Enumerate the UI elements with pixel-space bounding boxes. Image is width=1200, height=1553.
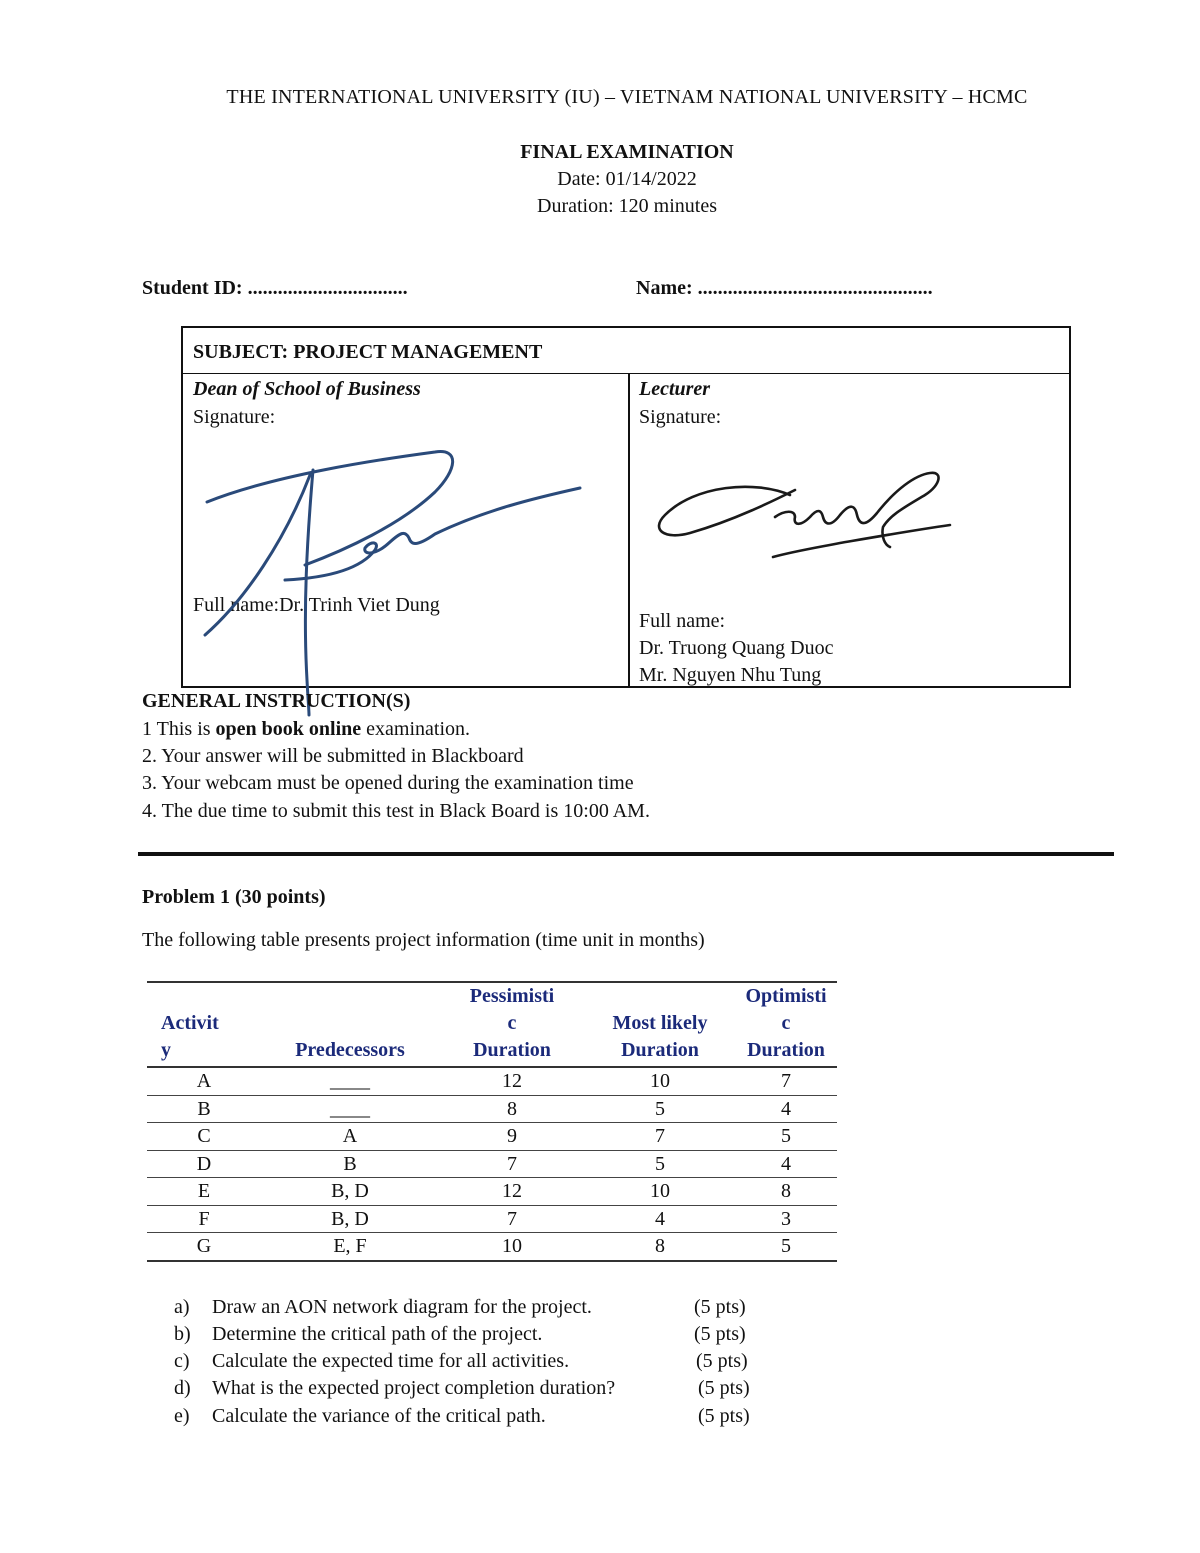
dean-title: Dean of School of Business xyxy=(193,378,421,400)
header-predecessors xyxy=(261,982,439,1067)
table-row xyxy=(147,1178,837,1206)
question-e-letter: e) xyxy=(174,1405,190,1427)
question-b xyxy=(174,1323,542,1346)
cell-most-likely: 7 xyxy=(585,1123,735,1151)
dean-signature-label: Signature: xyxy=(193,406,276,428)
instruction-2: 2. Your answer will be submitted in Blackboard xyxy=(142,745,524,767)
table-row xyxy=(147,1205,837,1233)
lecturer-full-name-label: Full name: xyxy=(639,610,726,632)
question-d xyxy=(174,1377,615,1400)
question-b-letter: b) xyxy=(174,1323,191,1345)
cell-pessimistic: 7 xyxy=(439,1205,585,1233)
table-row xyxy=(147,1095,837,1123)
question-c-letter: c) xyxy=(174,1350,190,1372)
cell-optimistic: 3 xyxy=(735,1205,837,1233)
student-name-field: Name: ............................................... xyxy=(636,277,933,299)
cell-most-likely: 8 xyxy=(585,1233,735,1261)
question-d-letter: d) xyxy=(174,1377,191,1399)
header-optimistic xyxy=(735,982,837,1067)
exam-date: Date: 01/14/2022 xyxy=(557,168,697,190)
cell-pessimistic: 12 xyxy=(439,1178,585,1206)
header-activity-line1: Activit xyxy=(161,1012,219,1034)
question-b-points: (5 pts) xyxy=(694,1323,746,1345)
cell-most-likely: 10 xyxy=(585,1067,735,1095)
lecturer-name-1: Dr. Truong Quang Duoc xyxy=(639,637,834,659)
header-activity-line2: y xyxy=(161,1039,171,1061)
cell-activity: D xyxy=(147,1150,261,1178)
cell-activity: F xyxy=(147,1205,261,1233)
cell-optimistic: 5 xyxy=(735,1233,837,1261)
question-a-points: (5 pts) xyxy=(694,1296,746,1318)
exam-duration: Duration: 120 minutes xyxy=(537,195,717,217)
lecturer-signature-label: Signature: xyxy=(639,406,722,428)
instruction-1-bold: open book online xyxy=(215,718,362,740)
question-b-text: Determine the critical path of the project. xyxy=(212,1323,543,1345)
question-c-points: (5 pts) xyxy=(696,1350,748,1372)
cell-predecessors: B xyxy=(261,1150,439,1178)
question-e xyxy=(174,1405,546,1428)
cell-most-likely: 5 xyxy=(585,1150,735,1178)
cell-optimistic: 7 xyxy=(735,1067,837,1095)
cell-predecessors: ____ xyxy=(261,1095,439,1123)
cell-optimistic: 5 xyxy=(735,1123,837,1151)
cell-optimistic: 8 xyxy=(735,1178,837,1206)
lecturer-signature xyxy=(645,455,965,575)
header-activity xyxy=(147,982,261,1067)
header-opt-line1: Optimisti xyxy=(745,985,827,1007)
problem-1-intro: The following table presents project information (time unit in months) xyxy=(142,929,705,951)
dean-signature xyxy=(195,430,595,720)
cell-most-likely: 5 xyxy=(585,1095,735,1123)
header-most-likely xyxy=(585,982,735,1067)
section-divider xyxy=(138,852,1114,856)
cell-optimistic: 4 xyxy=(735,1150,837,1178)
exam-title: FINAL EXAMINATION xyxy=(520,141,734,163)
header-pess-line2: c xyxy=(507,1012,517,1034)
cell-activity: E xyxy=(147,1178,261,1206)
cell-activity: B xyxy=(147,1095,261,1123)
cell-predecessors: B, D xyxy=(261,1178,439,1206)
question-e-points: (5 pts) xyxy=(698,1405,750,1427)
lecturer-name-2: Mr. Nguyen Nhu Tung xyxy=(639,664,822,686)
question-a xyxy=(174,1296,592,1319)
subject-header xyxy=(183,328,1069,374)
question-d-points: (5 pts) xyxy=(698,1377,750,1399)
instruction-1 xyxy=(142,718,470,741)
cell-most-likely: 4 xyxy=(585,1205,735,1233)
header-most-line2: Duration xyxy=(621,1039,699,1061)
table-row xyxy=(147,1067,837,1095)
column-divider xyxy=(628,374,630,688)
cell-pessimistic: 9 xyxy=(439,1123,585,1151)
cell-optimistic: 4 xyxy=(735,1095,837,1123)
cell-pessimistic: 7 xyxy=(439,1150,585,1178)
question-a-letter: a) xyxy=(174,1296,190,1318)
header-predecessors-text: Predecessors xyxy=(295,1039,405,1061)
instruction-4: 4. The due time to submit this test in Black Board is 10:00 AM. xyxy=(142,800,650,822)
cell-activity: G xyxy=(147,1233,261,1261)
header-most-line1: Most likely xyxy=(612,1012,708,1034)
cell-predecessors: A xyxy=(261,1123,439,1151)
cell-pessimistic: 10 xyxy=(439,1233,585,1261)
instruction-1-prefix: 1 This is xyxy=(142,718,216,740)
table-header-row xyxy=(147,982,837,1067)
question-e-text: Calculate the variance of the critical path. xyxy=(212,1405,546,1427)
subject-title: SUBJECT: PROJECT MANAGEMENT xyxy=(193,341,543,363)
cell-most-likely: 10 xyxy=(585,1178,735,1206)
table-row xyxy=(147,1233,837,1261)
cell-activity: C xyxy=(147,1123,261,1151)
header-pessimistic xyxy=(439,982,585,1067)
question-c xyxy=(174,1350,569,1373)
header-pess-line1: Pessimisti xyxy=(469,985,555,1007)
header-opt-line2: c xyxy=(781,1012,791,1034)
cell-predecessors: E, F xyxy=(261,1233,439,1261)
dean-full-name: Full name:Dr. Trinh Viet Dung xyxy=(193,594,440,616)
question-a-text: Draw an AON network diagram for the project. xyxy=(212,1296,592,1318)
instruction-3: 3. Your webcam must be opened during the examination time xyxy=(142,772,634,794)
instructions-title: GENERAL INSTRUCTION(S) xyxy=(142,690,411,712)
cell-pessimistic: 12 xyxy=(439,1067,585,1095)
activity-table xyxy=(147,981,837,1262)
cell-predecessors: ____ xyxy=(261,1067,439,1095)
problem-1-title: Problem 1 (30 points) xyxy=(142,886,326,908)
question-c-text: Calculate the expected time for all activities. xyxy=(212,1350,570,1372)
instruction-1-suffix: examination. xyxy=(361,718,471,740)
cell-predecessors: B, D xyxy=(261,1205,439,1233)
header-opt-line3: Duration xyxy=(747,1039,825,1061)
lecturer-title: Lecturer xyxy=(639,378,711,400)
header-pess-line3: Duration xyxy=(473,1039,551,1061)
question-d-text: What is the expected project completion duration? xyxy=(212,1377,616,1399)
table-row xyxy=(147,1150,837,1178)
table-row xyxy=(147,1123,837,1151)
cell-pessimistic: 8 xyxy=(439,1095,585,1123)
cell-activity: A xyxy=(147,1067,261,1095)
student-id-field: Student ID: ................................ xyxy=(142,277,408,299)
university-heading: THE INTERNATIONAL UNIVERSITY (IU) – VIETNAM NATIONAL UNIVERSITY – HCMC xyxy=(226,86,1028,108)
